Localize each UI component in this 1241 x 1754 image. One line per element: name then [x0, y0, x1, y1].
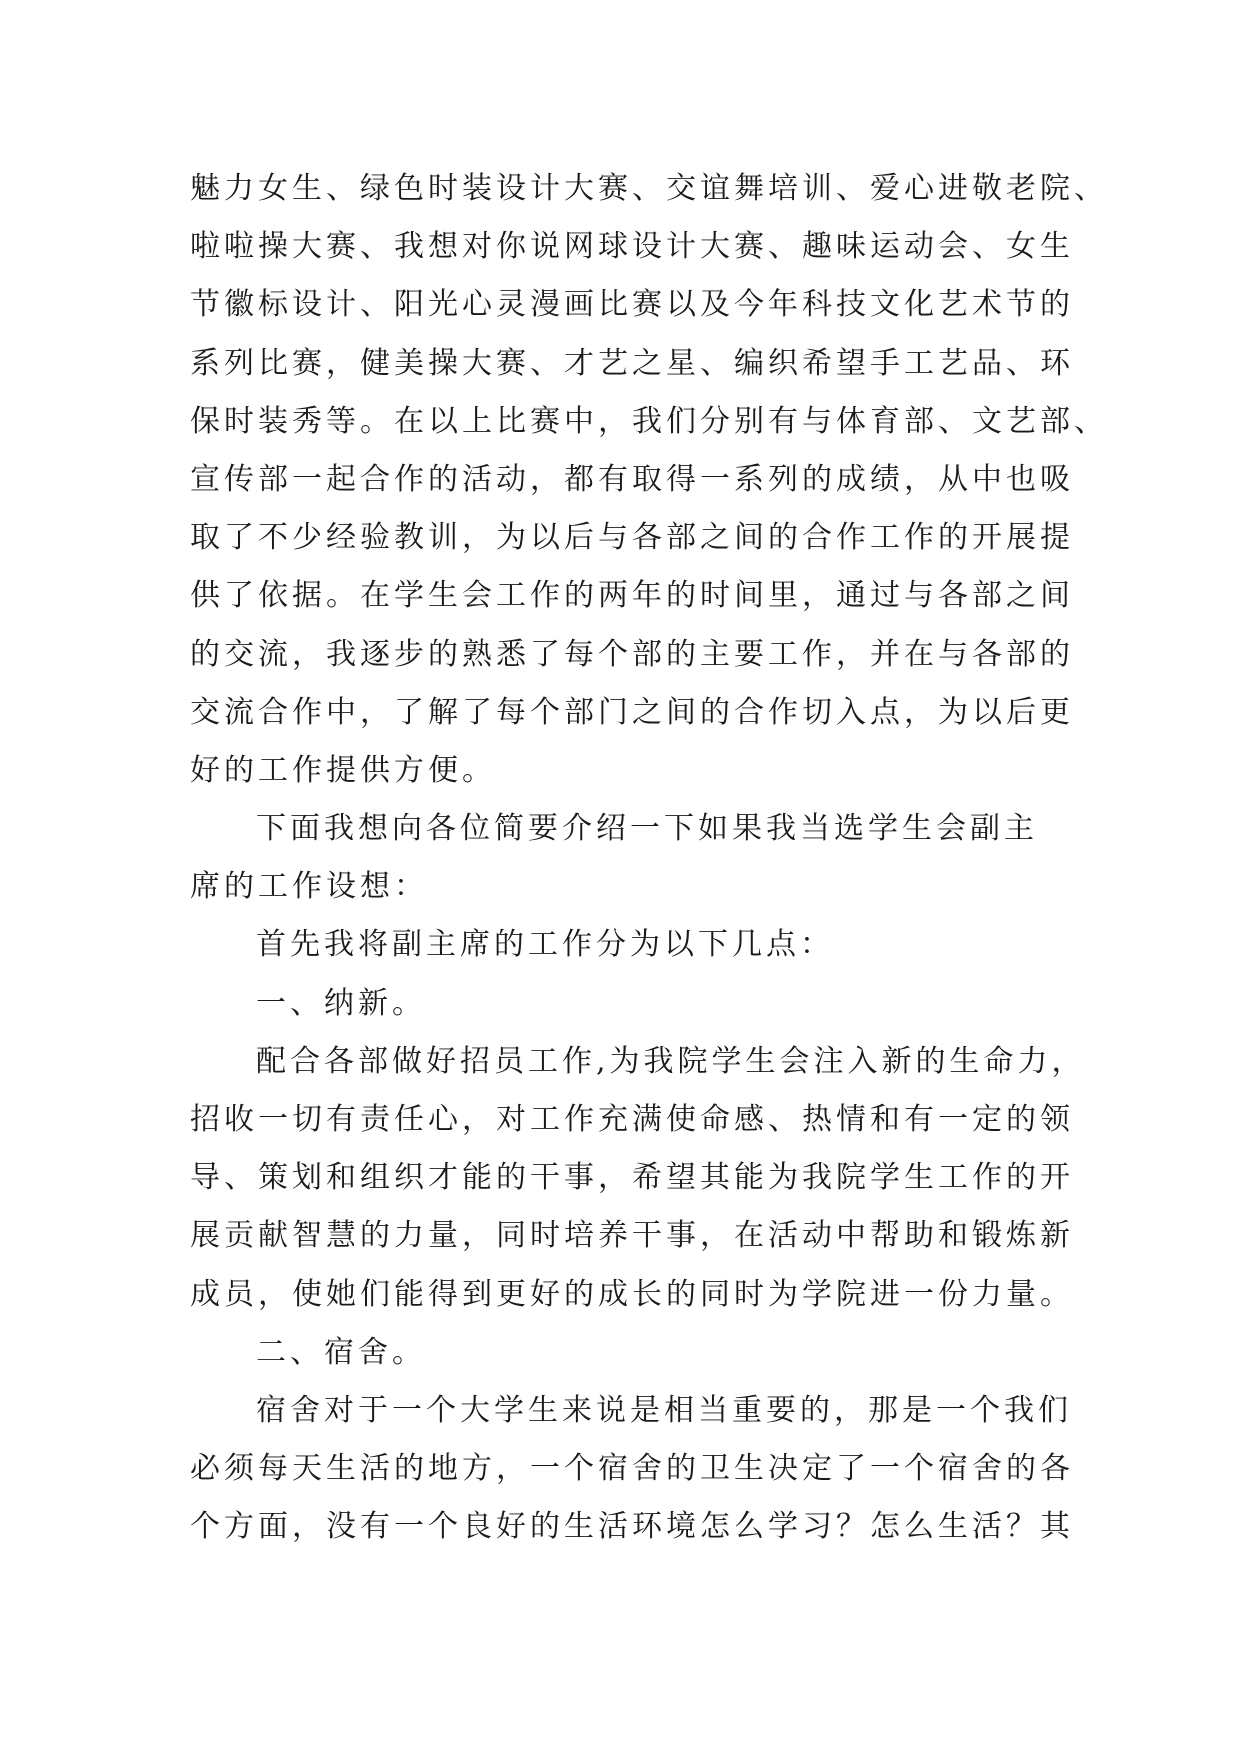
- text-line: 系列比赛，健美操大赛、才艺之星、编织希望手工艺品、环: [190, 345, 1074, 381]
- text-line: 成员，使她们能得到更好的成长的同时为学院进一份力量。: [190, 1276, 1074, 1312]
- document-body: [190, 160, 1108, 1557]
- text-line: 保时装秀等。在以上比赛中，我们分别有与体育部、文艺部、: [190, 403, 1108, 439]
- text-line: 节徽标设计、阳光心灵漫画比赛以及今年科技文化艺术节的: [190, 287, 1074, 323]
- text-line: 个方面，没有一个良好的生活环境怎么学习？怎么生活？其: [190, 1509, 1074, 1545]
- text-line: 宣传部一起合作的活动，都有取得一系列的成绩，从中也吸: [190, 461, 1074, 497]
- text-line: 取了不少经验教训，为以后与各部之间的合作工作的开展提: [190, 520, 1074, 556]
- text-line: 的交流，我逐步的熟悉了每个部的主要工作，并在与各部的: [190, 636, 1074, 672]
- paragraph-start-line: 配合各部做好招员工作,为我院学生会注入新的生命力，: [256, 1043, 1086, 1079]
- section-heading-dormitory: 二、宿舍。: [256, 1334, 426, 1370]
- text-line: 席的工作设想：: [190, 869, 428, 905]
- paragraph-start-line: 下面我想向各位简要介绍一下如果我当选学生会副主: [256, 811, 1038, 847]
- text-line: 魅力女生、绿色时装设计大赛、交谊舞培训、爱心进敬老院、: [190, 171, 1108, 206]
- section-heading-recruitment: 一、纳新。: [256, 985, 426, 1021]
- text-line: 展贡献智慧的力量，同时培养干事，在活动中帮助和锻炼新: [190, 1218, 1074, 1254]
- paragraph-start-line: 首先我将副主席的工作分为以下几点：: [256, 927, 834, 963]
- text-line: 好的工作提供方便。: [190, 752, 496, 788]
- text-line: 必须每天生活的地方，一个宿舍的卫生决定了一个宿舍的各: [190, 1451, 1074, 1487]
- paragraph-start-line: 宿舍对于一个大学生来说是相当重要的，那是一个我们: [256, 1392, 1072, 1428]
- text-line: 导、策划和组织才能的干事，希望其能为我院学生工作的开: [190, 1160, 1074, 1196]
- text-line: 供了依据。在学生会工作的两年的时间里，通过与各部之间: [190, 578, 1074, 614]
- text-line: 交流合作中，了解了每个部门之间的合作切入点，为以后更: [190, 694, 1074, 730]
- text-line: 招收一切有责任心，对工作充满使命感、热情和有一定的领: [190, 1102, 1074, 1137]
- text-line: 啦啦操大赛、我想对你说网球设计大赛、趣味运动会、女生: [190, 229, 1074, 265]
